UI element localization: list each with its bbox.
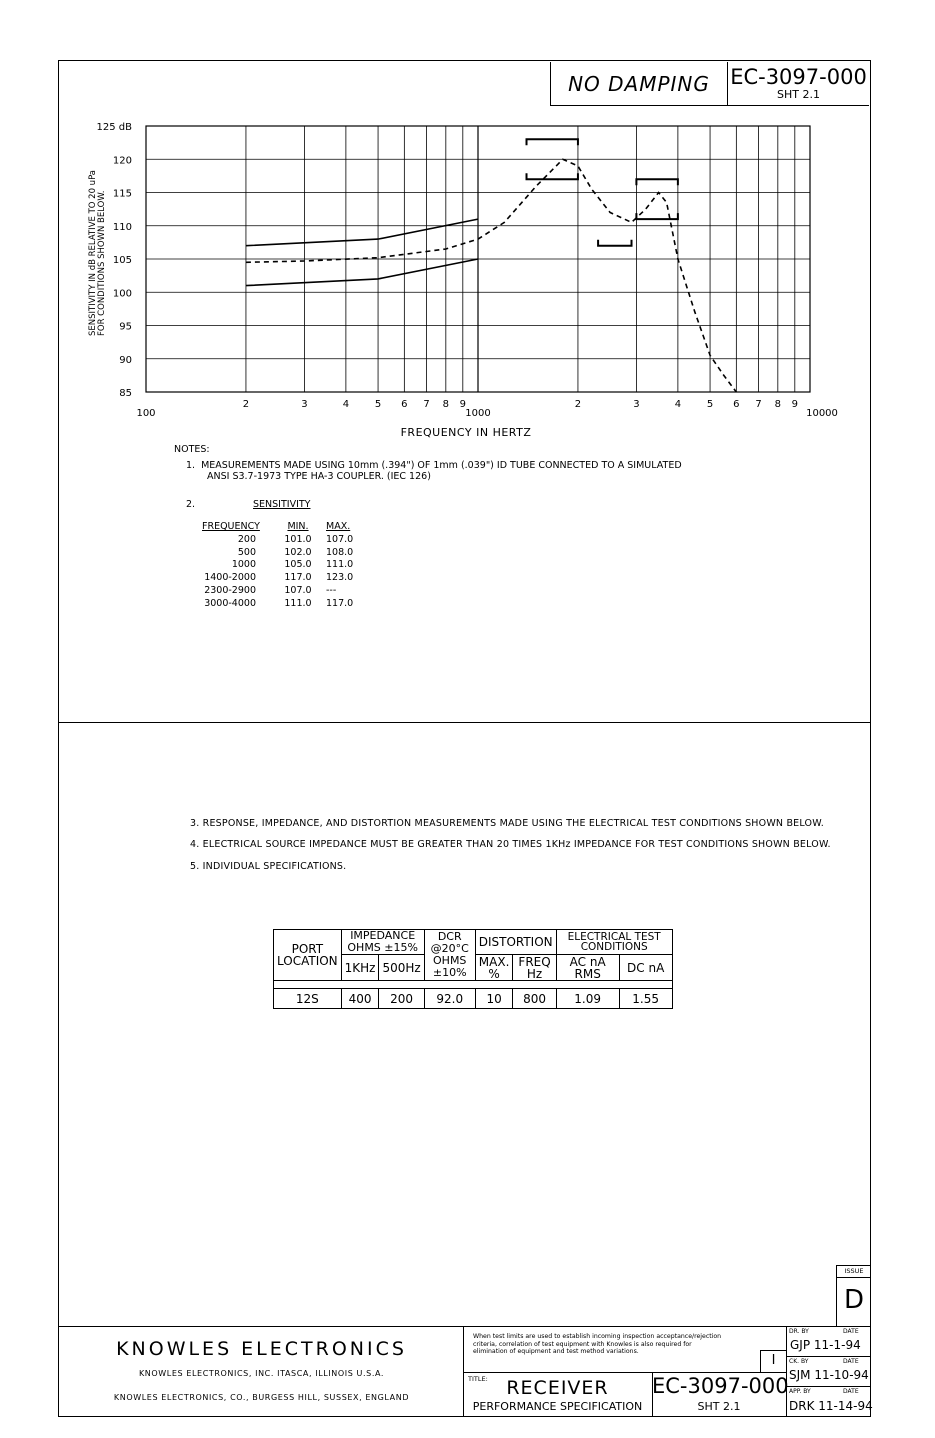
ck-label: CK. BY	[789, 1358, 809, 1365]
header-sheet: SHT 2.1	[777, 88, 820, 101]
issue-letter: D	[843, 1285, 865, 1315]
y-axis-label-line2: FOR CONDITIONS SHOWN BELOW.	[97, 190, 107, 336]
sens-cell-frequency: 200	[237, 533, 256, 545]
paragraph-5: 5. INDIVIDUAL SPECIFICATIONS.	[190, 861, 347, 872]
y-tick-label: 100	[112, 288, 132, 300]
x-tick-label: 1000	[465, 408, 491, 419]
note2-title: SENSITIVITY	[253, 499, 311, 510]
doc-subtitle: PERFORMANCE SPECIFICATION	[472, 1400, 643, 1413]
x-tick-label: 8	[442, 399, 450, 410]
th-500hz: 500Hz	[379, 955, 424, 981]
dr-label: DR. BY	[789, 1328, 809, 1335]
limit-bracket-min	[598, 240, 631, 246]
class-mark-box	[760, 1350, 786, 1372]
cell-dist-max: 10	[475, 989, 513, 1009]
x-tick-label: 5	[706, 399, 714, 410]
sensitivity-table	[200, 520, 378, 612]
y-axis-label-line1: SENSITIVITY IN dB RELATIVE TO 20 uPa	[88, 169, 98, 336]
cell-dcr: 92.0	[424, 989, 475, 1009]
cell-ac: 1.09	[556, 989, 619, 1009]
footer-doc-number: EC-3097-000	[652, 1374, 789, 1398]
sensitivity-row	[202, 573, 376, 584]
notes-heading: NOTES:	[174, 444, 210, 455]
th-impedance: IMPEDANCE OHMS ±15%	[341, 930, 424, 955]
cell-port: 12S	[274, 989, 342, 1009]
sens-cell-min: 107.0	[284, 584, 312, 596]
dr-date-label: DATE	[843, 1328, 859, 1335]
sens-cell-min: 105.0	[284, 559, 312, 571]
address-usa: KNOWLES ELECTRONICS, INC. ITASCA, ILLINOIS U.S.A.	[138, 1369, 385, 1378]
sens-cell-max: 107.0	[326, 533, 354, 545]
header-doc-number: EC-3097-000	[730, 65, 867, 89]
sens-header-max: MAX.	[326, 521, 351, 532]
y-tick-label: 95	[119, 321, 132, 333]
issue-box	[836, 1265, 871, 1326]
x-tick-label: 8	[774, 399, 782, 410]
sign-divider-1	[786, 1356, 871, 1357]
app-label: APP. BY	[789, 1388, 811, 1395]
section-divider	[58, 722, 871, 723]
sensitivity-row	[202, 535, 376, 546]
company-name: KNOWLES ELECTRONICS	[116, 1338, 407, 1360]
ck-date-label: DATE	[843, 1358, 859, 1365]
sens-cell-max: 123.0	[326, 572, 354, 584]
th-dc: DC nA	[619, 955, 672, 981]
x-tick-label: 4	[674, 399, 682, 410]
address-england: KNOWLES ELECTRONICS, CO., BURGESS HILL, SUSSEX, ENGLAND	[113, 1393, 410, 1402]
y-tick-label: 125 dB	[96, 122, 132, 133]
x-tick-label: 6	[401, 399, 408, 410]
header-doc-box	[727, 62, 869, 106]
note1-line2: ANSI S3.7-1973 TYPE HA-3 COUPLER. (IEC 126)	[207, 471, 431, 482]
sens-cell-min: 101.0	[284, 533, 312, 545]
y-axis-label	[88, 169, 107, 336]
disclaimer-line1: When test limits are used to establish incoming inspection acceptance/rejection	[473, 1333, 722, 1340]
table-spacer	[274, 981, 673, 989]
footer-sheet: SHT 2.1	[697, 1400, 741, 1413]
sign-divider-2	[786, 1386, 871, 1387]
y-tick-label: 110	[112, 221, 132, 233]
spec-row	[274, 989, 673, 1009]
sens-cell-frequency: 500	[237, 546, 256, 558]
x-tick-label: 3	[301, 399, 308, 410]
x-tick-label: 2	[242, 399, 250, 410]
th-ac: AC nA RMS	[556, 955, 619, 981]
paragraph-3: 3. RESPONSE, IMPEDANCE, AND DISTORTION MEASUREMENTS MADE USING THE ELECTRICAL TEST CONDITIONS SHOWN BELOW.	[190, 818, 824, 829]
cell-imp-500hz: 200	[379, 989, 424, 1009]
th-distortion: DISTORTION	[475, 930, 556, 955]
cell-dist-freq: 800	[513, 989, 556, 1009]
title-label: TITLE:	[468, 1375, 488, 1383]
x-tick-label: 100	[136, 408, 156, 419]
limit-bracket-max	[527, 139, 578, 145]
y-tick-label: 105	[112, 255, 132, 266]
x-tick-label: 2	[574, 399, 582, 410]
sens-cell-max: 111.0	[326, 559, 354, 571]
note1-line1: 1. MEASUREMENTS MADE USING 10mm (.394") OF 1mm (.039") ID TUBE CONNECTED TO A SIMULATED	[186, 460, 682, 471]
app-date-label: DATE	[843, 1388, 859, 1395]
frequency-response-chart	[60, 110, 860, 445]
y-tick-label: 115	[112, 188, 132, 200]
sens-cell-frequency: 1000	[231, 559, 256, 571]
th-dist-max: MAX. %	[475, 955, 513, 981]
x-tick-label: 5	[374, 399, 382, 410]
x-tick-label: 6	[733, 399, 740, 410]
th-dcr: DCR @20°C OHMS ±10%	[424, 930, 475, 981]
sens-header-min: MIN.	[287, 521, 309, 532]
disclaimer-line3: elimination of equipment and test method variations.	[473, 1348, 639, 1355]
ck-value: SJM 11-10-94	[789, 1368, 869, 1382]
sensitivity-row	[202, 599, 376, 610]
sens-cell-min: 102.0	[284, 546, 312, 558]
sensitivity-row	[202, 548, 376, 559]
cell-imp-1khz: 400	[341, 989, 379, 1009]
cell-dc: 1.55	[619, 989, 672, 1009]
note2-number: 2.	[186, 499, 196, 510]
sens-cell-min: 111.0	[284, 597, 312, 609]
x-tick-label: 9	[791, 399, 798, 410]
title-block-divider-h	[463, 1372, 786, 1373]
x-tick-label: 7	[755, 399, 762, 410]
th-port-location: PORT LOCATION	[274, 930, 342, 981]
damping-condition: NO DAMPING	[568, 71, 710, 96]
x-axis-label: FREQUENCY IN HERTZ	[400, 426, 532, 439]
y-tick-label: 120	[112, 155, 132, 167]
sens-cell-frequency: 1400-2000	[204, 572, 256, 584]
app-value: DRK 11-14-94	[789, 1399, 873, 1413]
y-tick-label: 90	[119, 354, 132, 366]
sens-cell-frequency: 3000-4000	[204, 597, 256, 609]
sens-cell-max: 117.0	[326, 597, 354, 609]
sensitivity-row	[202, 560, 376, 571]
series-0-line	[246, 219, 478, 246]
th-1khz: 1KHz	[341, 955, 379, 981]
sens-cell-frequency: 2300-2900	[204, 584, 256, 596]
class-mark: I	[771, 1353, 776, 1368]
doc-title: RECEIVER	[506, 1377, 609, 1399]
x-tick-label: 9	[459, 399, 466, 410]
title-block-top-line	[58, 1326, 871, 1327]
y-tick-label: 85	[119, 388, 132, 399]
electrical-spec-table	[273, 929, 673, 1009]
sens-cell-max: ---	[326, 584, 337, 596]
x-tick-label: 4	[342, 399, 350, 410]
disclaimer-line2: criteria, correlation of test equipment with Knowles is also required for	[473, 1340, 692, 1348]
paragraph-4: 4. ELECTRICAL SOURCE IMPEDANCE MUST BE GREATER THAN 20 TIMES 1KHz IMPEDANCE FOR TEST CONDITIONS SHOWN BELOW.	[190, 839, 831, 850]
x-tick-label: 7	[423, 399, 430, 410]
limit-bracket-min	[527, 173, 578, 179]
limit-bracket-min	[636, 213, 677, 219]
series-2-line	[246, 159, 736, 392]
disclaimer	[473, 1333, 721, 1356]
issue-label: ISSUE	[837, 1266, 871, 1278]
x-tick-label: 10000	[806, 408, 838, 419]
title-block-divider-3	[786, 1326, 787, 1417]
limit-bracket-max	[636, 179, 677, 185]
series-1-line	[246, 259, 478, 286]
x-tick-label: 3	[633, 399, 640, 410]
th-electrical-conditions: ELECTRICAL TEST CONDITIONS	[556, 930, 672, 955]
dr-value: GJP 11-1-94	[790, 1338, 861, 1352]
sens-header-frequency: FREQUENCY	[202, 521, 260, 532]
sens-cell-min: 117.0	[284, 572, 312, 584]
damping-condition-box	[550, 62, 727, 106]
sensitivity-row	[202, 586, 376, 597]
th-dist-freq: FREQ Hz	[513, 955, 556, 981]
sens-cell-max: 108.0	[326, 546, 354, 558]
sensitivity-header-row	[202, 522, 376, 533]
